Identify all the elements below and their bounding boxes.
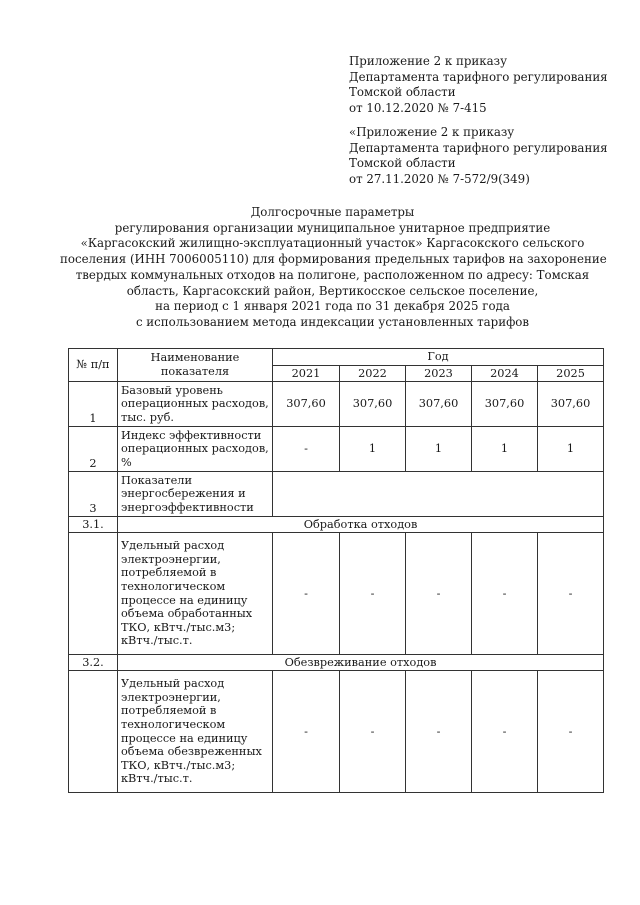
value-cell: - <box>273 671 340 793</box>
title-line: регулирования организации муниципальное унитарное предприятие <box>114 220 551 235</box>
approval-stamp-previous <box>349 125 608 187</box>
name-line: кВтч./тыс.т. <box>121 772 193 786</box>
name-line: кВтч./тыс.т. <box>121 634 193 648</box>
title-line: область, Каргасокский район, Вертикосское сельское поселение, <box>126 283 539 298</box>
name-line: потребляемой в <box>121 566 217 580</box>
value-cell: - <box>472 671 538 793</box>
value-cell: - <box>273 427 340 472</box>
name-line: ТКО, кВтч./тыс.м3; <box>121 758 236 772</box>
stamp-line: от 10.12.2020 № 7-415 <box>349 100 487 115</box>
header-number: № п/п <box>69 349 118 382</box>
section-row <box>69 517 604 533</box>
header-year: 2023 <box>406 366 472 382</box>
name-line: Удельный расход <box>121 677 225 691</box>
name-line: электроэнергии, <box>121 552 221 566</box>
name-line: электроэнергии, <box>121 690 221 704</box>
name-line: процессе на единицу <box>121 593 248 607</box>
name-line: операционных расходов, <box>121 442 269 456</box>
name-line: % <box>121 455 132 469</box>
stamp-line: Приложение 2 к приказу <box>349 54 508 68</box>
value-cell: - <box>538 533 604 655</box>
header-year: 2024 <box>472 366 538 382</box>
section-row <box>69 655 604 671</box>
name-line: потребляемой в <box>121 704 217 718</box>
name-line: Индекс эффективности <box>121 428 262 442</box>
stamp-line: Томской области <box>349 156 456 170</box>
header-year: 2025 <box>538 366 604 382</box>
row-number: 3 <box>69 472 118 517</box>
row-number: 2 <box>69 427 118 472</box>
name-line: Базовый уровень <box>121 383 223 397</box>
value-cell: 1 <box>406 427 472 472</box>
title-line: Долгосрочные параметры <box>250 205 415 219</box>
stamp-line: «Приложение 2 к приказу <box>349 125 515 139</box>
name-line: технологическом <box>121 579 226 593</box>
section-number: 3.1. <box>69 517 118 533</box>
name-line: процессе на единицу <box>121 731 248 745</box>
value-cell: - <box>340 533 406 655</box>
value-cell: 307,60 <box>472 382 538 427</box>
name-line: энергоэффективности <box>121 500 254 514</box>
name-line: тыс. руб. <box>121 410 175 424</box>
value-cell: - <box>273 533 340 655</box>
header-year: 2021 <box>273 366 340 382</box>
value-cell: 1 <box>472 427 538 472</box>
value-cell: - <box>472 533 538 655</box>
title-line: твердых коммунальных отходов на полигоне, расположенном по адресу: Томская <box>75 267 590 282</box>
value-cell: 1 <box>538 427 604 472</box>
stamp-line: Департамента тарифного регулирования <box>349 69 608 84</box>
value-cell: 307,60 <box>273 382 340 427</box>
stamp-line: от 27.11.2020 № 7-572/9(349) <box>349 171 530 186</box>
value-cell: - <box>340 671 406 793</box>
name-line: Удельный расход <box>121 539 225 553</box>
name-line: Показатели <box>121 473 192 487</box>
row-indicator-name <box>118 472 273 517</box>
value-cell: 307,60 <box>538 382 604 427</box>
value-cell: 307,60 <box>406 382 472 427</box>
name-line: технологическом <box>121 717 226 731</box>
approval-stamp-current <box>349 54 608 116</box>
header-year-group: Год <box>273 349 604 366</box>
table-row <box>69 382 604 427</box>
table-row <box>69 533 604 655</box>
empty-cell <box>273 472 604 517</box>
stamp-line: Департамента тарифного регулирования <box>349 140 608 155</box>
title-line: с использованием метода индексации установленных тарифов <box>135 314 530 329</box>
value-cell: 1 <box>340 427 406 472</box>
value-cell: - <box>406 533 472 655</box>
empty-cell <box>69 671 118 793</box>
empty-cell <box>69 533 118 655</box>
row-indicator-name <box>118 671 273 793</box>
name-line: ТКО, кВтч./тыс.м3; <box>121 620 236 634</box>
table-row <box>69 671 604 793</box>
name-line: объема обработанных <box>121 607 253 621</box>
parameters-table <box>68 348 604 793</box>
name-line: объема обезвреженных <box>121 745 262 759</box>
header-year: 2022 <box>340 366 406 382</box>
header-indicator-name: Наименование показателя <box>118 349 273 382</box>
document-title <box>60 205 605 331</box>
section-number: 3.2. <box>69 655 118 671</box>
table-row <box>69 472 604 517</box>
row-indicator-name <box>118 427 273 472</box>
section-title: Обезвреживание отходов <box>118 655 604 671</box>
title-line: на период с 1 января 2021 года по 31 декабря 2025 года <box>155 299 510 314</box>
name-line: операционных расходов, <box>121 397 269 411</box>
value-cell: 307,60 <box>340 382 406 427</box>
row-indicator-name <box>118 382 273 427</box>
value-cell: - <box>406 671 472 793</box>
title-line: поселения (ИНН 7006005110) для формирования предельных тарифов на захоронение <box>60 252 607 267</box>
stamp-line: Томской области <box>349 85 456 99</box>
section-title: Обработка отходов <box>118 517 604 533</box>
value-cell: - <box>538 671 604 793</box>
row-indicator-name <box>118 533 273 655</box>
title-line: «Каргасокский жилищно-эксплуатационный участок» Каргасокского сельского <box>80 236 585 251</box>
table-row <box>69 427 604 472</box>
row-number: 1 <box>69 382 118 427</box>
name-line: энергосбережения и <box>121 487 246 501</box>
